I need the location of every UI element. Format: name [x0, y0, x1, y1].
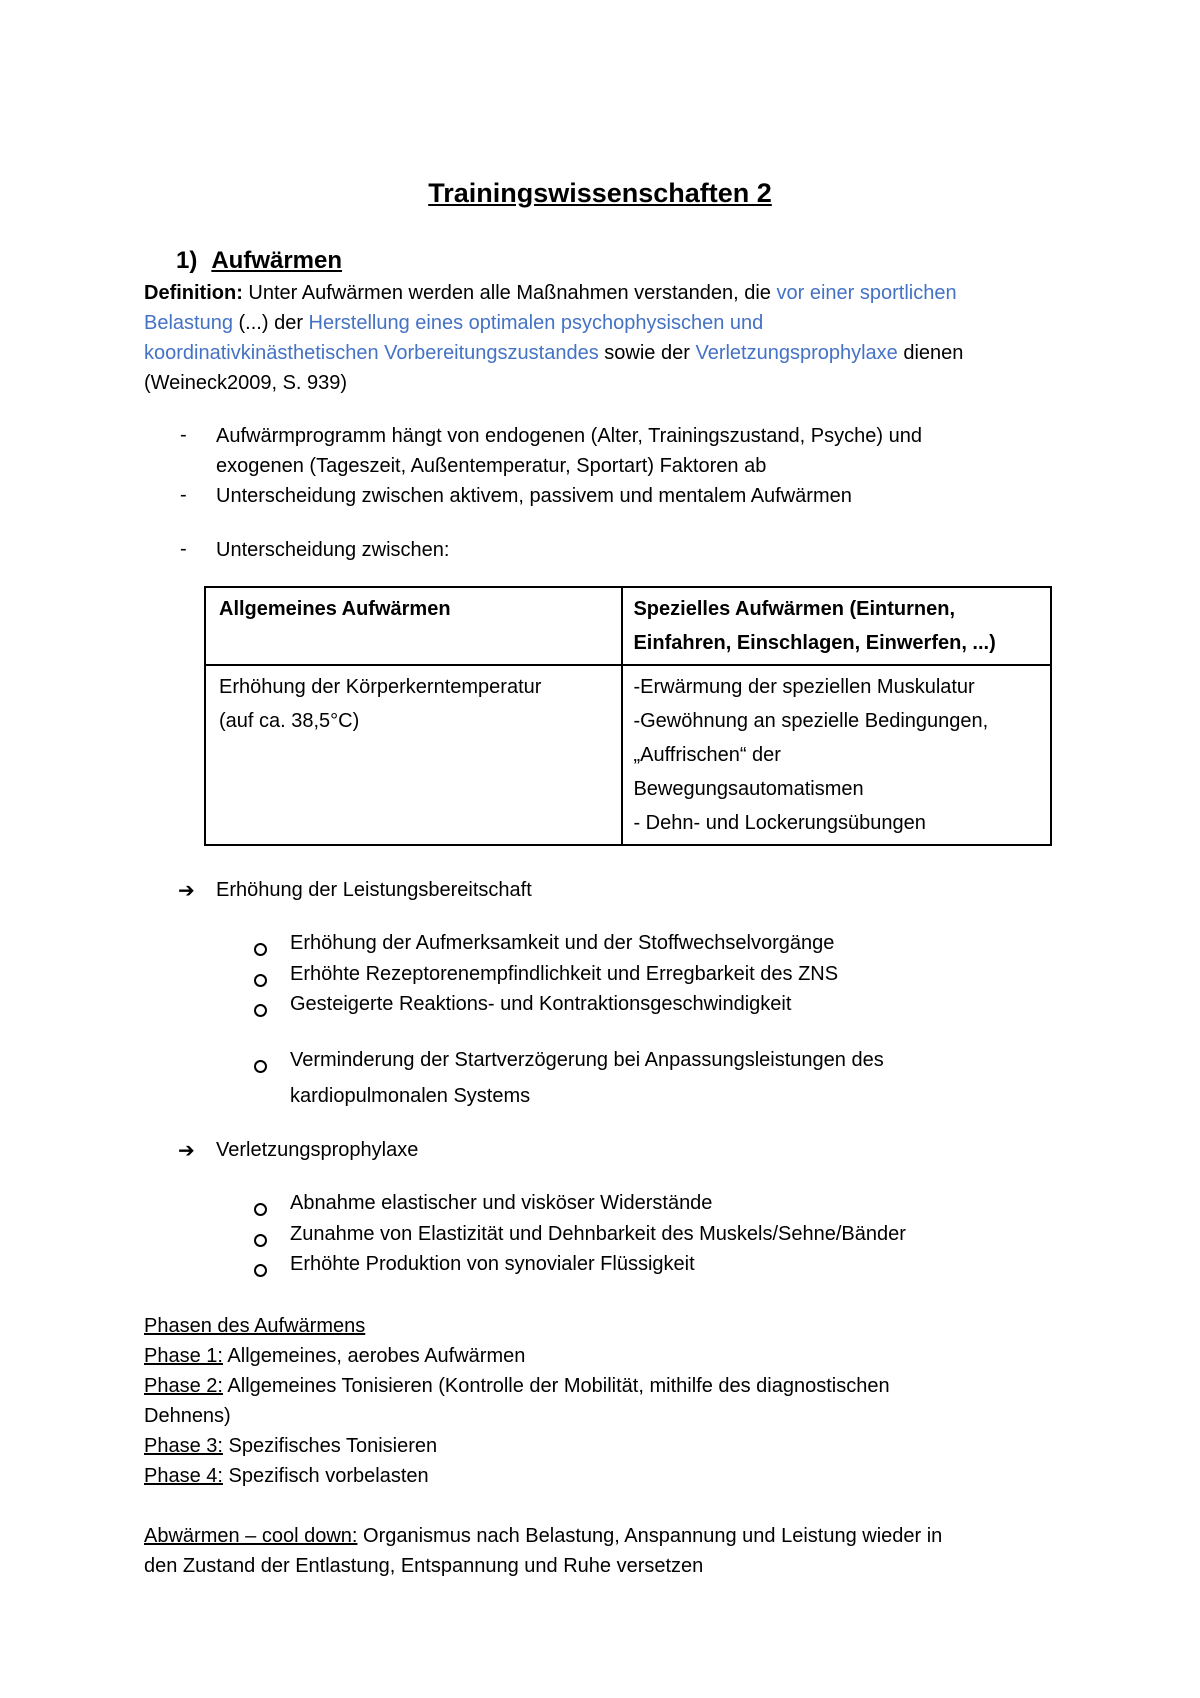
table-header-row — [205, 587, 1051, 665]
cooldown-label: Abwärmen – cool down: — [144, 1525, 358, 1547]
table-row — [205, 665, 1051, 845]
circle-bullet-icon — [254, 1004, 267, 1017]
list-item-continued: kardiopulmonalen Systems — [290, 1085, 531, 1107]
phase-line: Phase 4: Spezifisch vorbelasten — [144, 1465, 429, 1487]
arrow-right-icon: ➔ — [178, 1140, 195, 1162]
definition-label: Definition: — [144, 282, 243, 304]
definition-line-1: Definition: Unter Aufwärmen werden alle Maßnahmen verstanden, die vor einer sportlichen — [144, 282, 957, 304]
bullet-text: Unterscheidung zwischen aktivem, passivem und mentalem Aufwärmen — [216, 485, 852, 507]
circle-bullet-icon — [254, 1203, 267, 1216]
bullet-text: Unterscheidung zwischen: — [216, 539, 450, 561]
table-cell: -Erwärmung der speziellen Muskulatur -Gewöhnung an spezielle Bedingungen, „Auffrischen“ der Bewegungsautomatismen - Dehn- und Lockerungsübungen — [622, 665, 1051, 845]
page-title: Trainingswissenschaften 2 — [428, 178, 772, 208]
circle-bullet-icon — [254, 974, 267, 987]
list-item: Verminderung der Startverzögerung bei Anpassungsleistungen des — [290, 1049, 884, 1071]
phase-line: Phase 1: Allgemeines, aerobes Aufwärmen — [144, 1345, 526, 1367]
list-item: Abnahme elastischer und visköser Widerstände — [290, 1192, 713, 1214]
table-header-cell: Allgemeines Aufwärmen — [205, 587, 622, 665]
circle-bullet-icon — [254, 1060, 267, 1073]
definition-line-2: Belastung (...) der Herstellung eines optimalen psychophysischen und — [144, 312, 764, 334]
phases-heading: Phasen des Aufwärmens — [144, 1315, 366, 1337]
circle-bullet-icon — [254, 943, 267, 956]
list-item: Erhöhte Rezeptorenempfindlichkeit und Erregbarkeit des ZNS — [290, 963, 839, 985]
cooldown-line-2: den Zustand der Entlastung, Entspannung und Ruhe versetzen — [144, 1555, 704, 1577]
phase-line: Phase 2: Allgemeines Tonisieren (Kontrolle der Mobilität, mithilfe des diagnostischen — [144, 1375, 890, 1397]
bullet-text-continued: exogenen (Tageszeit, Außentemperatur, Sportart) Faktoren ab — [216, 455, 767, 477]
section-title: Aufwärmen — [211, 247, 343, 274]
table-cell: Erhöhung der Körperkerntemperatur (auf ca. 38,5°C) — [205, 665, 622, 845]
effect-heading: Erhöhung der Leistungsbereitschaft — [216, 879, 532, 901]
bullet-dash: - — [180, 484, 187, 506]
bullet-dash: - — [180, 538, 187, 560]
list-item: Zunahme von Elastizität und Dehnbarkeit des Muskels/Sehne/Bänder — [290, 1223, 906, 1245]
definition-line-3: koordinativkinästhetischen Vorbereitungszustandes sowie der Verletzungsprophylaxe dienen — [144, 342, 964, 364]
arrow-right-icon: ➔ — [178, 880, 195, 902]
list-item: Erhöhung der Aufmerksamkeit und der Stoffwechselvorgänge — [290, 932, 835, 954]
list-item: Gesteigerte Reaktions- und Kontraktionsgeschwindigkeit — [290, 993, 792, 1015]
phase-line: Phase 3: Spezifisches Tonisieren — [144, 1435, 438, 1457]
bullet-text: Aufwärmprogramm hängt von endogenen (Alter, Trainingszustand, Psyche) und — [216, 425, 922, 447]
circle-bullet-icon — [254, 1264, 267, 1277]
cooldown-line-1: Abwärmen – cool down: Organismus nach Belastung, Anspannung und Leistung wieder in — [144, 1525, 943, 1547]
section-heading — [176, 247, 342, 275]
definition-citation: (Weineck2009, S. 939) — [144, 372, 348, 394]
warmup-comparison-table — [204, 586, 1052, 846]
phase-line-continued: Dehnens) — [144, 1405, 231, 1427]
circle-bullet-icon — [254, 1234, 267, 1247]
bullet-dash: - — [180, 424, 187, 446]
table-header-cell: Spezielles Aufwärmen (Einturnen, Einfahren, Einschlagen, Einwerfen, ...) — [622, 587, 1051, 665]
list-item: Erhöhte Produktion von synovialer Flüssigkeit — [290, 1253, 695, 1275]
effect-heading: Verletzungsprophylaxe — [216, 1139, 419, 1161]
section-number: 1) — [176, 247, 198, 274]
